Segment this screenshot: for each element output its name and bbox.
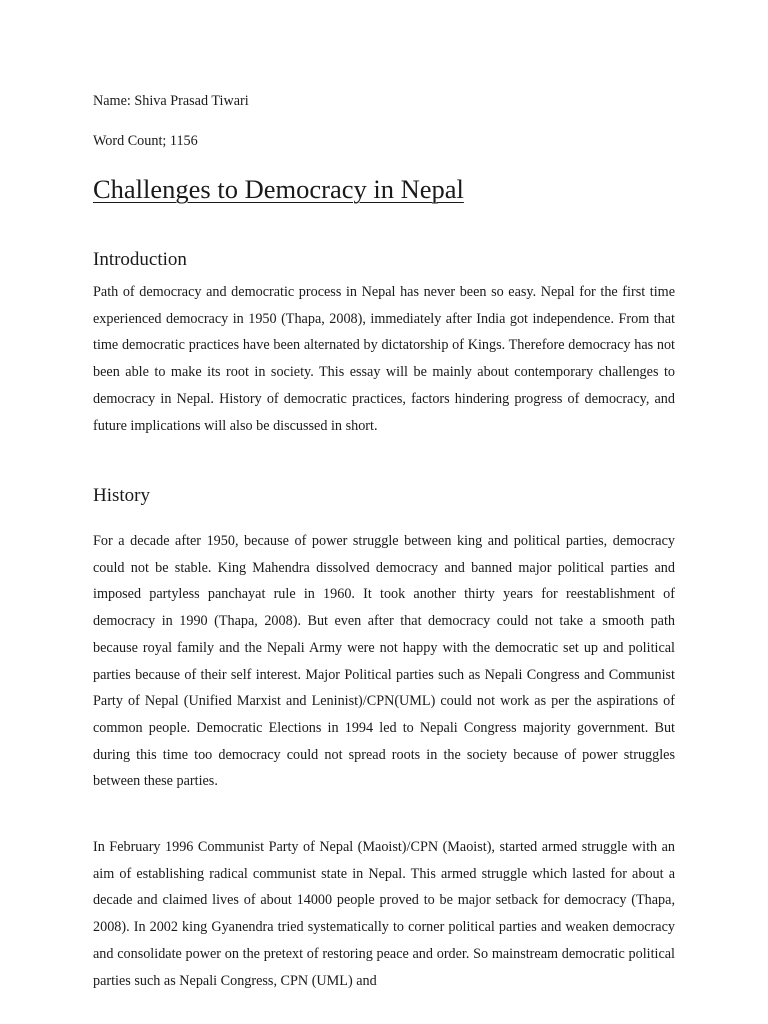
word-count: Word Count; 1156 bbox=[93, 133, 198, 149]
introduction-paragraph: Path of democracy and democratic process in Nepal has never been so easy. Nepal for the first time experienced democracy in 1950 (Thapa, 2008), immediately after India got independence. From that time democratic practices have been alternated by dictatorship of Kings. Therefore democracy has not been able to make its root in society. This essay will be mainly about contemporary challenges to democracy in Nepal. History of democratic practices, factors hindering progress of democracy, and future implications will also be discussed in short. bbox=[93, 284, 675, 434]
section-heading-introduction: Introduction bbox=[93, 249, 187, 270]
page-title: Challenges to Democracy in Nepal bbox=[93, 174, 464, 204]
history-paragraph-2: In February 1996 Communist Party of Nepal (Maoist)/CPN (Maoist), started armed struggle with an aim of establishing radical communist state in Nepal. This armed struggle which lasted for about a decade and claimed lives of about 14000 people proved to be major setback for democracy (Thapa, 2008). In 2002 king Gyanendra tried systematically to corner political parties and weaken democracy and consolidate power on the pretext of restoring peace and order. So mainstream democratic political parties such as Nepali Congress, CPN (UML) and bbox=[93, 839, 675, 989]
section-heading-history: History bbox=[93, 485, 150, 506]
author-name: Name: Shiva Prasad Tiwari bbox=[93, 93, 249, 109]
history-paragraph-1: For a decade after 1950, because of power struggle between king and political parties, democracy could not be stable. King Mahendra dissolved democracy and banned major political parties and imposed partyless panchayat rule in 1960. It took another thirty years for reestablishment of democracy in 1990 (Thapa, 2008). But even after that democracy could not take a smooth path because royal family and the Nepali Army were not happy with the democratic set up and political parties because of their self interest. Major Political parties such as Nepali Congress and Communist Party of Nepal (Unified Marxist and Leninist)/CPN(UML) could not work as per the aspirations of common people. Democratic Elections in 1994 led to Nepali Congress majority government. But during this time too democracy could not spread roots in the society because of power struggles between these parties. bbox=[93, 533, 675, 790]
